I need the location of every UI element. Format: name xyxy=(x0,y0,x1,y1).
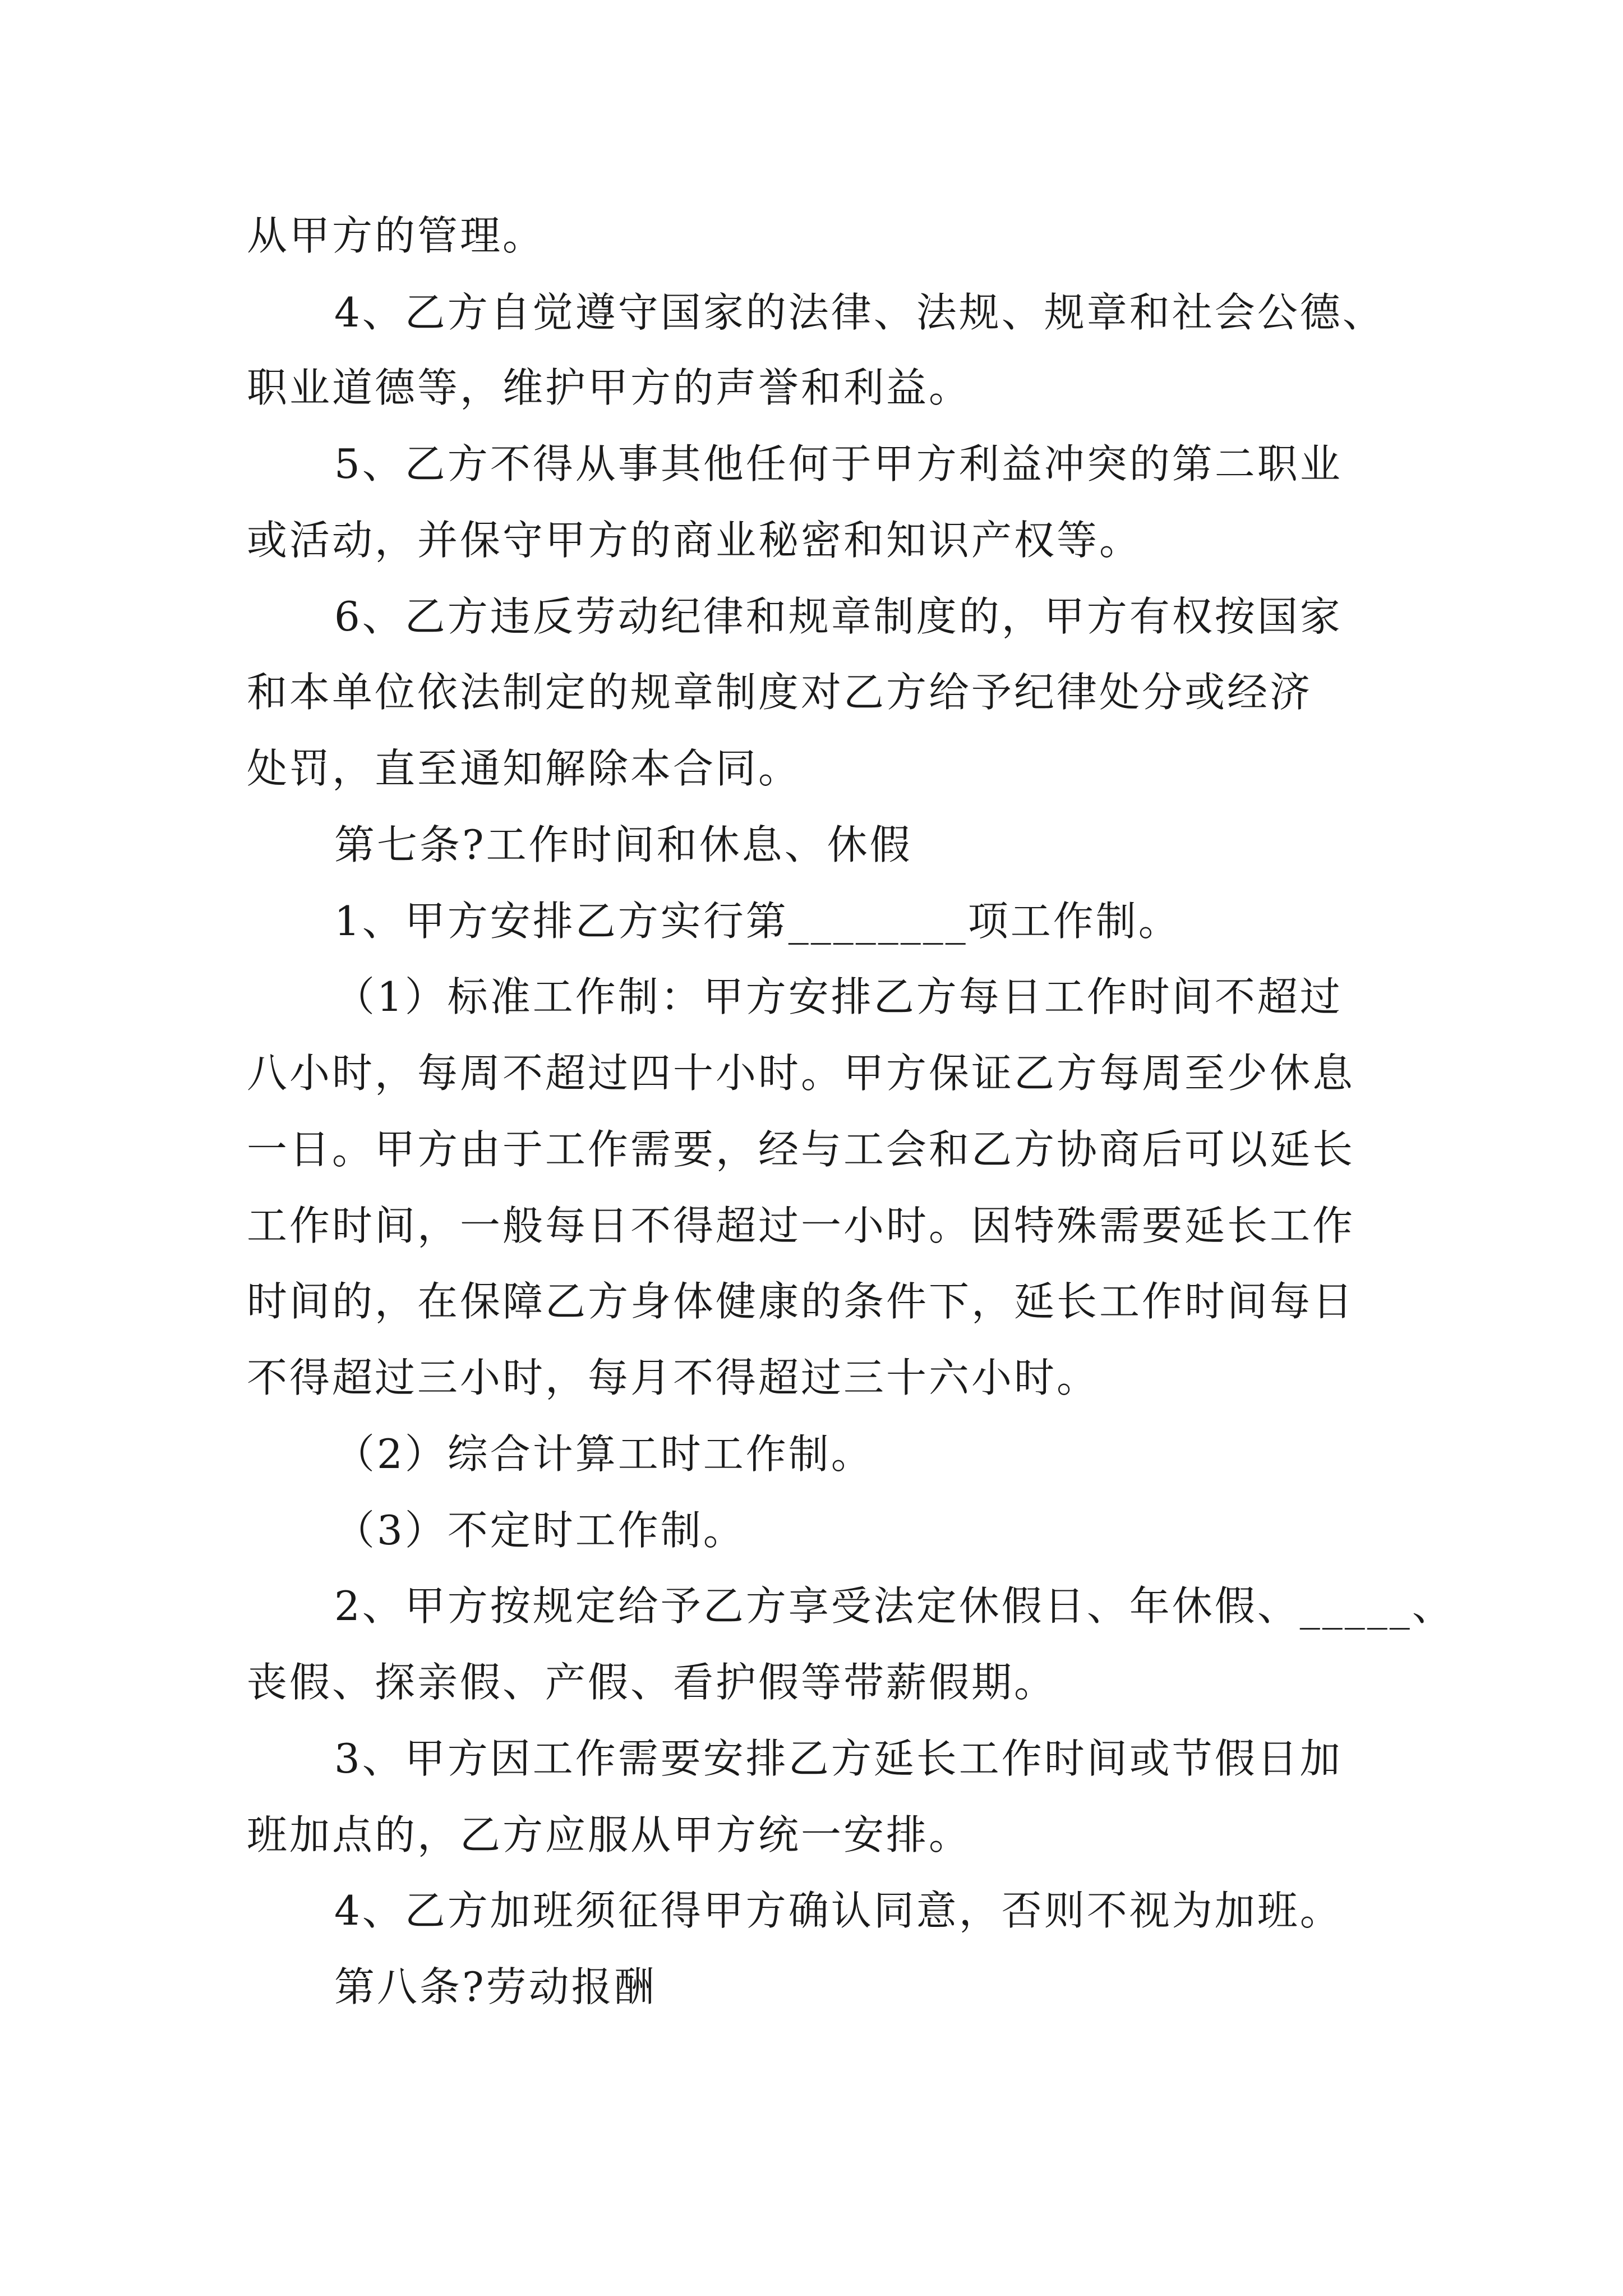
text-line: 一日。甲方由于工作需要，经与工会和乙方协商后可以延长 xyxy=(247,1126,1355,1173)
text-line: 和本单位依法制定的规章制度对乙方给予纪律处分或经济 xyxy=(247,669,1313,716)
text-line: 不得超过三小时，每月不得超过三十六小时。 xyxy=(247,1354,1100,1401)
text-line: 2、甲方按规定给予乙方享受法定休假日、年休假、_____、 xyxy=(334,1582,1455,1630)
text-line: 4、乙方加班须征得甲方确认同意，否则不视为加班。 xyxy=(334,1887,1343,1934)
text-line: （1）标准工作制：甲方安排乙方每日工作时间不超过 xyxy=(334,973,1343,1020)
text-line: 处罚，直至通知解除本合同。 xyxy=(247,745,801,792)
text-line: 6、乙方违反劳动纪律和规章制度的，甲方有权按国家 xyxy=(334,593,1343,640)
section-heading: 第八条?劳动报酬 xyxy=(334,1963,657,2010)
text-line: 八小时，每周不超过四十小时。甲方保证乙方每周至少休息 xyxy=(247,1050,1355,1097)
text-line: 5、乙方不得从事其他任何于甲方利益冲突的第二职业 xyxy=(334,440,1343,487)
text-line: 职业道德等，维护甲方的声誉和利益。 xyxy=(247,364,972,411)
text-line: 从甲方的管理。 xyxy=(247,212,546,259)
text-line: 班加点的，乙方应服从甲方统一安排。 xyxy=(247,1811,972,1858)
text-line: 工作时间，一般每日不得超过一小时。因特殊需要延长工作 xyxy=(247,1202,1355,1249)
text-line: 4、乙方自觉遵守国家的法律、法规、规章和社会公德、 xyxy=(334,289,1385,336)
text-line: （2）综合计算工时工作制。 xyxy=(334,1430,874,1478)
text-line: 时间的，在保障乙方身体健康的条件下，延长工作时间每日 xyxy=(247,1278,1355,1325)
text-line: 或活动，并保守甲方的商业秘密和知识产权等。 xyxy=(247,517,1142,564)
section-heading: 第七条?工作时间和休息、休假 xyxy=(334,821,912,868)
text-line: （3）不定时工作制。 xyxy=(334,1507,746,1554)
text-line: 1、甲方安排乙方实行第________项工作制。 xyxy=(334,898,1181,945)
text-line: 3、甲方因工作需要安排乙方延长工作时间或节假日加 xyxy=(334,1735,1343,1782)
text-line: 丧假、探亲假、产假、看护假等带薪假期。 xyxy=(247,1659,1057,1706)
